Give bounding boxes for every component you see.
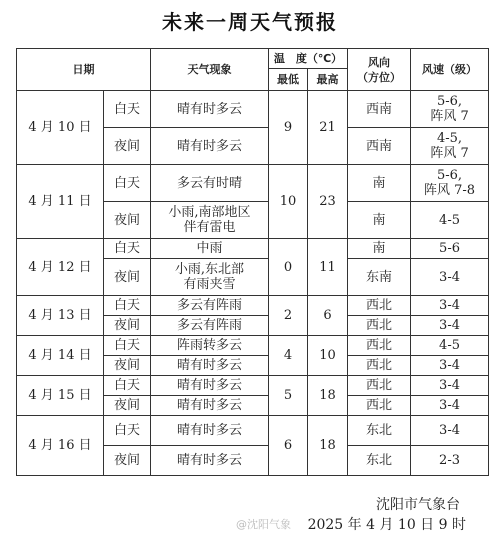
header-date: 日期	[17, 49, 151, 91]
date-cell: 4 月 14 日	[17, 336, 104, 376]
wind-direction-cell: 南	[348, 239, 411, 259]
wind-direction-cell: 西北	[348, 336, 411, 356]
temp-high-cell: 10	[308, 336, 348, 376]
wind-speed-cell: 5-6, 阵风 7	[411, 91, 489, 128]
temp-low-cell: 10	[269, 165, 308, 239]
temp-low-cell: 6	[269, 416, 308, 476]
weather-cell: 晴有时多云	[151, 356, 269, 376]
forecast-row	[17, 336, 489, 356]
watermark: @沈阳气象	[236, 518, 291, 531]
date-cell: 4 月 16 日	[17, 416, 104, 476]
header-temp-high: 最高	[308, 69, 348, 91]
weather-cell: 阵雨转多云	[151, 336, 269, 356]
temp-low-cell: 2	[269, 296, 308, 336]
wind-direction-cell: 南	[348, 202, 411, 239]
weather-cell: 中雨	[151, 239, 269, 259]
period-cell: 白天	[104, 239, 151, 259]
header-wind-speed: 风速（级）	[411, 49, 489, 91]
period-cell: 白天	[104, 416, 151, 446]
forecast-row	[17, 165, 489, 202]
temp-high-cell: 23	[308, 165, 348, 239]
wind-direction-cell: 东北	[348, 446, 411, 476]
date-cell: 4 月 10 日	[17, 91, 104, 165]
wind-speed-cell: 3-4	[411, 376, 489, 396]
weather-cell: 多云有阵雨	[151, 296, 269, 316]
date-cell: 4 月 13 日	[17, 296, 104, 336]
wind-speed-cell: 4-5	[411, 336, 489, 356]
wind-speed-cell: 3-4	[411, 356, 489, 376]
temp-high-cell: 11	[308, 239, 348, 296]
temp-high-cell: 6	[308, 296, 348, 336]
temp-high-cell: 21	[308, 91, 348, 165]
header-temp: 温 度（℃）	[269, 49, 348, 69]
period-cell: 夜间	[104, 396, 151, 416]
temp-high-cell: 18	[308, 416, 348, 476]
header-wind-direction	[348, 49, 411, 91]
wind-direction-cell: 西南	[348, 91, 411, 128]
weather-cell: 晴有时多云	[151, 396, 269, 416]
wind-direction-cell: 西北	[348, 396, 411, 416]
footer-org: 沈阳市气象台	[376, 497, 460, 513]
period-cell: 白天	[104, 376, 151, 396]
forecast-row	[17, 91, 489, 128]
period-cell: 白天	[104, 91, 151, 128]
temp-high-cell: 18	[308, 376, 348, 416]
period-cell: 白天	[104, 336, 151, 356]
temp-low-cell: 4	[269, 336, 308, 376]
weather-cell: 晴有时多云	[151, 91, 269, 128]
forecast-table	[16, 48, 489, 476]
temp-low-cell: 9	[269, 91, 308, 165]
wind-speed-cell: 3-4	[411, 296, 489, 316]
page-title: 未来一周天气预报	[162, 10, 338, 34]
wind-direction-cell: 西北	[348, 296, 411, 316]
period-cell: 夜间	[104, 446, 151, 476]
wind-direction-cell: 西北	[348, 376, 411, 396]
header-wind-direction-sub: （方位）	[357, 70, 402, 84]
period-cell: 白天	[104, 165, 151, 202]
forecast-row	[17, 416, 489, 446]
weather-cell: 小雨,南部地区 伴有雷电	[151, 202, 269, 239]
wind-speed-cell: 3-4	[411, 416, 489, 446]
period-cell: 夜间	[104, 259, 151, 296]
date-cell: 4 月 15 日	[17, 376, 104, 416]
temp-low-cell: 5	[269, 376, 308, 416]
forecast-row	[17, 296, 489, 316]
wind-direction-cell: 东南	[348, 259, 411, 296]
period-cell: 夜间	[104, 356, 151, 376]
wind-direction-cell: 南	[348, 165, 411, 202]
wind-speed-cell: 3-4	[411, 396, 489, 416]
weather-cell: 晴有时多云	[151, 446, 269, 476]
weather-cell: 晴有时多云	[151, 128, 269, 165]
weather-cell: 晴有时多云	[151, 376, 269, 396]
wind-speed-cell: 3-4	[411, 316, 489, 336]
wind-speed-cell: 5-6, 阵风 7-8	[411, 165, 489, 202]
wind-direction-cell: 东北	[348, 416, 411, 446]
wind-direction-cell: 西北	[348, 316, 411, 336]
wind-speed-cell: 2-3	[411, 446, 489, 476]
wind-direction-cell: 西南	[348, 128, 411, 165]
date-cell: 4 月 11 日	[17, 165, 104, 239]
wind-speed-cell: 5-6	[411, 239, 489, 259]
weather-cell: 多云有时晴	[151, 165, 269, 202]
weather-cell: 多云有阵雨	[151, 316, 269, 336]
forecast-row	[17, 376, 489, 396]
header-weather: 天气现象	[151, 49, 269, 91]
weather-cell: 晴有时多云	[151, 416, 269, 446]
period-cell: 夜间	[104, 202, 151, 239]
period-cell: 白天	[104, 296, 151, 316]
wind-direction-cell: 西北	[348, 356, 411, 376]
forecast-row	[17, 239, 489, 259]
period-cell: 夜间	[104, 316, 151, 336]
header-wind-direction-label: 风向	[368, 55, 391, 69]
footer-datetime: 2025 年 4 月 10 日 9 时	[307, 517, 466, 533]
header-temp-low: 最低	[269, 69, 308, 91]
date-cell: 4 月 12 日	[17, 239, 104, 296]
wind-speed-cell: 4-5	[411, 202, 489, 239]
period-cell: 夜间	[104, 128, 151, 165]
temp-low-cell: 0	[269, 239, 308, 296]
wind-speed-cell: 3-4	[411, 259, 489, 296]
weather-cell: 小雨,东北部 有雨夹雪	[151, 259, 269, 296]
wind-speed-cell: 4-5, 阵风 7	[411, 128, 489, 165]
